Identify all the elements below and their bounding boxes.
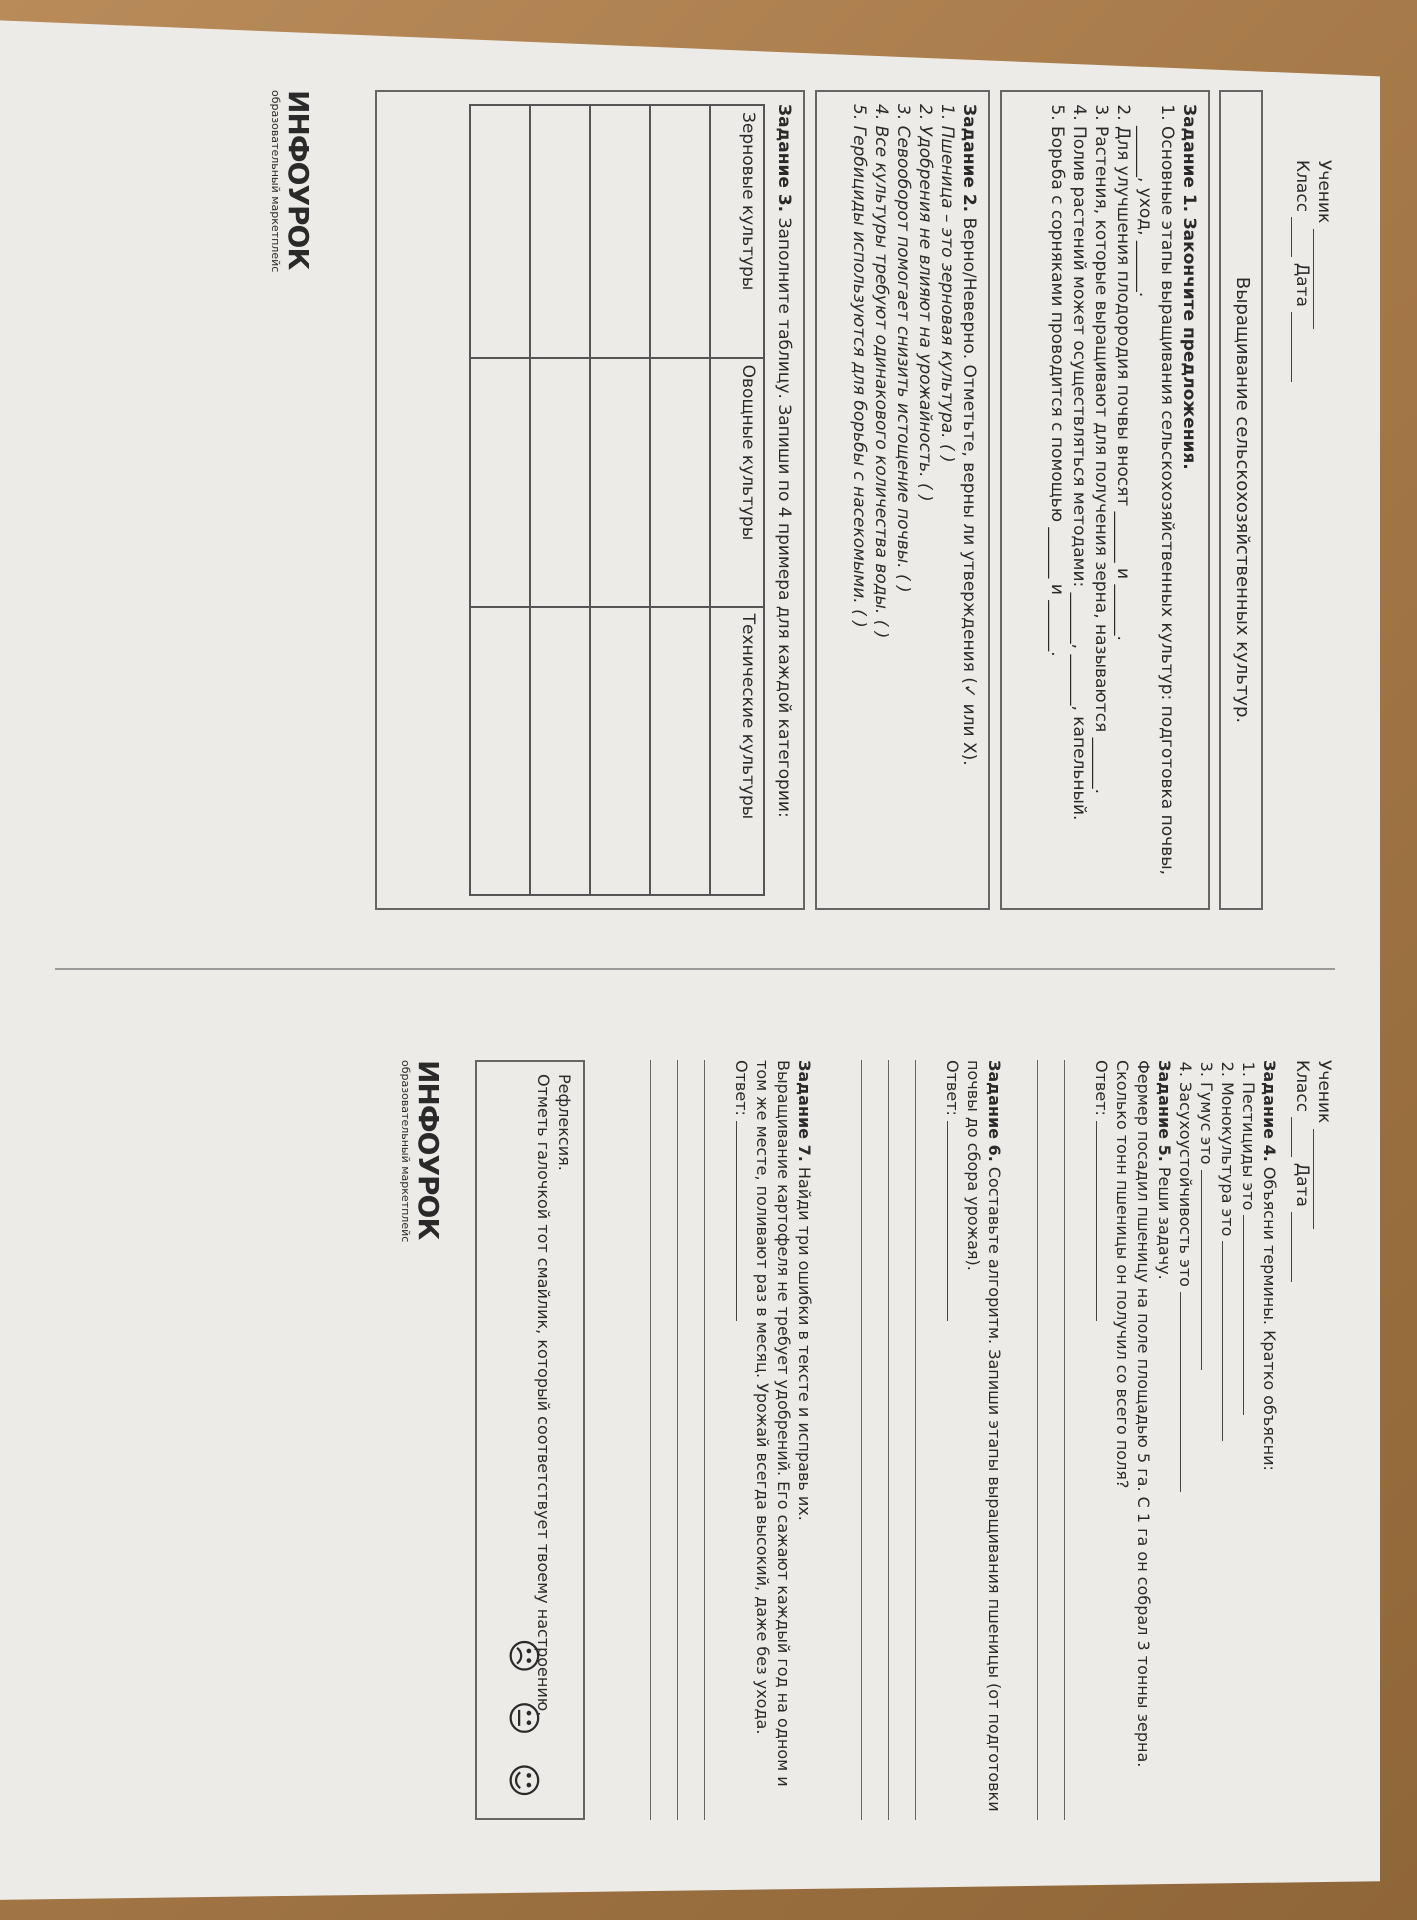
crops-table <box>469 104 765 896</box>
table-cell[interactable] <box>470 358 530 607</box>
task1-item: 2. Для улучшения плодородия почвы вносят ______ и ______. <box>1112 126 1134 896</box>
answer-line[interactable] <box>1037 1060 1064 1820</box>
task-2: Задание 2. Верно/Неверно. Отметьте, верны ли утверждения (✓ или Х). 1. Пшеница – это зерновая культура. ( ) 2. Удобрения не влияют на урожайность. ( ) 3. Севооборот помогает снизить истощение почвы. ( ) 4. Все культуры требуют одинакового количества воды. ( ) 5. Гербициды используются для борьбы с насекомыми. ( ) <box>815 90 990 910</box>
student-label: Ученик <box>1314 160 1334 224</box>
answer-field[interactable] <box>1222 1241 1237 1441</box>
task-7: Задание 7. Найди три ошибки в тексте и исправь их. Выращивание картофеля не требует удобрений. Его сажают каждый год на одном и том же месте, поливают раз в месяц. Урожай всегда высокий, даже без ухода. Ответ: <box>650 1060 815 1820</box>
date-label: Дата <box>1292 262 1312 307</box>
task1-item: 1. Основные этапы выращивания сельскохозяйственных культур: подготовка почвы, ______, уход, ______. <box>1134 126 1178 896</box>
answer-field[interactable] <box>1201 1170 1216 1370</box>
task-4: Задание 4. Объясни термины. Кратко объясни: 1. Пестициды это 2. Монокультура это 3. Гумус это 4. Засухоустойчивость это <box>1175 1060 1280 1820</box>
reflection-box: Рефлексия. Отметь галочкой тот смайлик, который соответствует твоему настроению. ☹ 😐 ☺ <box>475 1060 585 1820</box>
infourok-logo: ИНФОУРОК образовательный маркетплейс <box>399 1060 445 1243</box>
table-cell[interactable] <box>530 105 590 358</box>
table-cell[interactable] <box>650 358 710 607</box>
answer-line[interactable] <box>915 1060 942 1820</box>
answer-field[interactable] <box>1096 1121 1111 1321</box>
task2-item: 3. Севооборот помогает снизить истощение почвы. ( ) <box>893 104 913 593</box>
task-3: Задание 3. Заполните таблицу. Запиши по 4 примера для каждой категории: Зерновые культуры Овощные культуры Технические культуры <box>375 90 805 910</box>
task1-item: 3. Растения, которые выращивают для получения зерна, называются ______. <box>1090 126 1112 896</box>
task1-item: 5. Борьба с сорняками проводится с помощью ______ и ______. <box>1046 126 1068 896</box>
task-6: Задание 6. Составьте алгоритм. Запиши этапы выращивания пшеницы (от подготовки почвы до сбора урожая). Ответ: <box>861 1060 1005 1820</box>
answer-line[interactable] <box>650 1060 677 1820</box>
table-row <box>530 105 590 895</box>
answer-line[interactable] <box>861 1060 888 1820</box>
task1-item: 4. Полив растений может осуществляться методами: ______, ______, капельный. <box>1068 126 1090 896</box>
term-label: Монокультура это <box>1218 1082 1237 1237</box>
term-label: Пестициды это <box>1239 1082 1258 1211</box>
left-page <box>15 30 1375 960</box>
table-cell[interactable] <box>590 358 650 607</box>
answer-line[interactable] <box>1064 1060 1091 1820</box>
right-header <box>1291 1060 1335 1282</box>
answer-line[interactable] <box>677 1060 704 1820</box>
term-label: Гумус это <box>1197 1082 1216 1165</box>
table-row <box>590 105 650 895</box>
date-label: Дата <box>1292 1162 1312 1207</box>
table-cell[interactable] <box>530 607 590 895</box>
table-row <box>650 105 710 895</box>
task-5: Задание 5. Реши задачу. Фермер посадил пшеницу на поле площадью 5 га. С 1 га он собрал 3 тонны зерна. Сколько тонн пшеницы он получил со всего поля? Ответ: <box>1037 1060 1175 1820</box>
answer-field[interactable] <box>1180 1292 1195 1492</box>
table-cell[interactable] <box>470 105 530 358</box>
table-row <box>470 105 530 895</box>
task2-item: 4. Все культуры требуют одинакового количества воды. ( ) <box>871 104 891 639</box>
answer-field[interactable] <box>1243 1215 1258 1415</box>
mood-smileys-icon[interactable]: ☹ 😐 ☺ <box>503 1638 543 1806</box>
term-label: Засухоустойчивость это <box>1176 1082 1195 1287</box>
answer-field[interactable] <box>947 1121 962 1321</box>
column-header: Технические культуры <box>710 607 764 895</box>
table-cell[interactable] <box>590 105 650 358</box>
table-cell[interactable] <box>650 607 710 895</box>
page-fold-line <box>55 968 1335 970</box>
column-header: Зерновые культуры <box>710 105 764 358</box>
worksheet-content <box>15 30 1375 1910</box>
table-cell[interactable] <box>590 607 650 895</box>
student-label: Ученик <box>1314 1060 1334 1124</box>
task2-item: 1. Пшеница – это зерновая культура. ( ) <box>937 104 957 463</box>
task2-item: 5. Гербициды используются для борьбы с насекомыми. ( ) <box>849 104 869 628</box>
table-cell[interactable] <box>530 358 590 607</box>
class-label: Класс <box>1292 1060 1312 1113</box>
column-header: Овощные культуры <box>710 358 764 607</box>
class-label: Класс <box>1292 160 1312 213</box>
task2-item: 2. Удобрения не влияют на урожайность. ( ) <box>915 104 935 502</box>
answer-line[interactable] <box>888 1060 915 1820</box>
infourok-logo: ИНФОУРОК образовательный маркетплейс <box>269 90 315 273</box>
table-cell[interactable] <box>650 105 710 358</box>
page-title: Выращивание сельскохозяйственных культур. <box>1219 90 1263 910</box>
left-header <box>1291 160 1335 382</box>
answer-field[interactable] <box>736 1121 751 1321</box>
answer-line[interactable] <box>704 1060 731 1820</box>
task-1: Задание 1. Закончите предложения. 1. Основные этапы выращивания сельскохозяйственных культур: подготовка почвы, ______, уход, ______. 2. Для улучшения плодородия почвы вносят ______ и ______. 3. Растения, которые выращивают для получения зерна, называются ______. 4. Полив растений может осуществляться методами: ______, ______, капельный. 5. Борьба с сорняками проводится с помощью ______ и ______. <box>1000 90 1210 910</box>
table-cell[interactable] <box>470 607 530 895</box>
right-page <box>15 980 1375 1910</box>
